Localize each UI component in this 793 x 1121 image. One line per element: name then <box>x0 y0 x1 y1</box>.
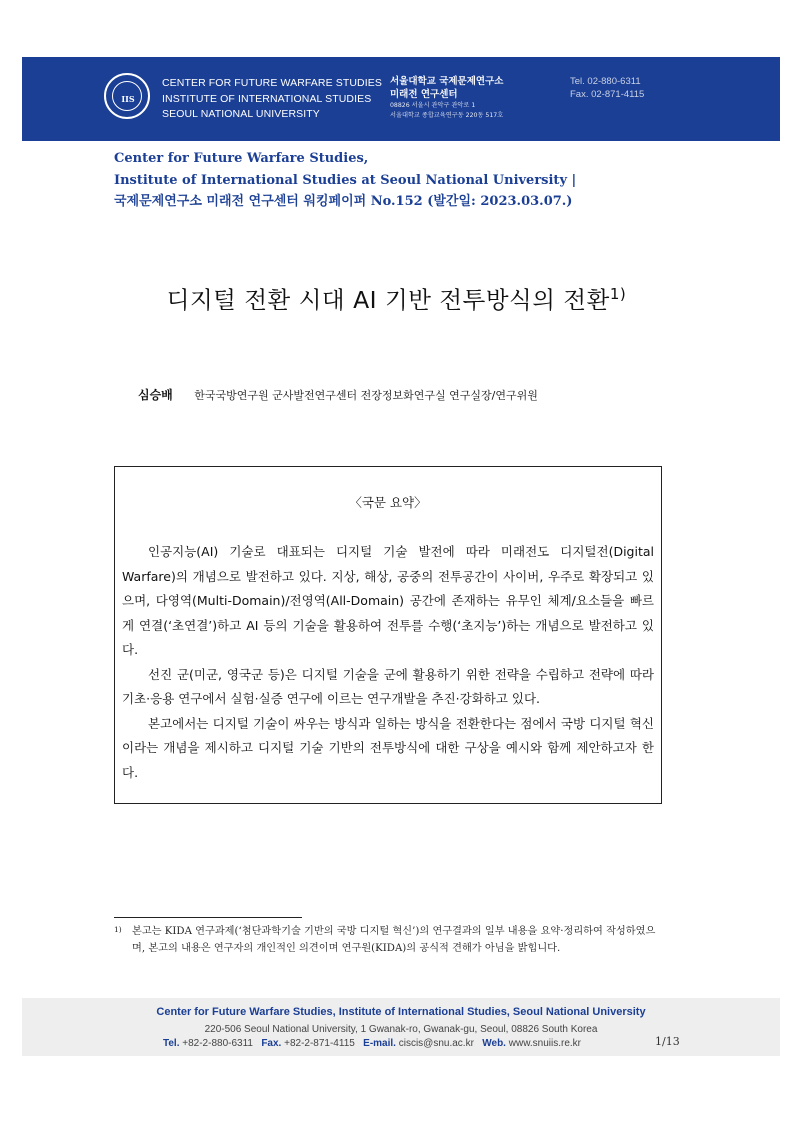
header-center-name: CENTER FOR FUTURE WARFARE STUDIES <box>162 77 382 89</box>
footer-tel-label: Tel. <box>163 1038 180 1049</box>
korean-abstract-box <box>114 466 662 804</box>
footnote-divider <box>114 917 302 918</box>
working-paper-subhead <box>114 148 576 213</box>
university-seal-icon <box>104 73 150 119</box>
subhead-line-2: Institute of International Studies at Seoul National University | <box>114 172 577 188</box>
header-ko-address-2: 서울대학교 종합교육연구동 220동 517호 <box>390 111 504 119</box>
document-title <box>0 281 793 315</box>
footnote-text: 본고는 KIDA 연구과제(‘첨단과학기술 기반의 국방 디지털 혁신’)의 연구결과의 일부 내용을 요약·정리하여 작성하였으며, 본고의 내용은 연구자의 개인적인 의견이며 연구원(KIDA)의 공식적 견해가 아님을 밝힙니다. <box>132 926 656 954</box>
abstract-body <box>122 540 654 785</box>
footer-web-link[interactable]: www.snuiis.re.kr <box>508 1038 581 1049</box>
author-name: 심승배 <box>138 388 173 402</box>
title-footnote-mark[interactable]: 1) <box>609 285 627 304</box>
seal-text: IIS <box>121 94 135 104</box>
header-ko-institute: 서울대학교 국제문제연구소 <box>390 76 504 87</box>
title-text: 디지털 전환 시대 AI 기반 전투방식의 전환 <box>166 286 610 314</box>
header-ko-address-1: 08826 서울시 관악구 관악로 1 <box>390 102 476 109</box>
header-tel: Tel. 02-880-6311 <box>570 76 641 87</box>
header-contact <box>570 76 644 101</box>
subhead-line-1: Center for Future Warfare Studies, <box>114 151 369 166</box>
header-english-names <box>162 76 382 123</box>
footer-email-label: E-mail. <box>363 1038 396 1049</box>
header-university-name: SEOUL NATIONAL UNIVERSITY <box>162 108 320 120</box>
footnote-number: 1) <box>114 925 122 934</box>
abstract-paragraph: 선진 군(미군, 영국군 등)은 디지털 기술을 군에 활용하기 위한 전략을 수립하고 전략에 따라 기초·응용 연구에서 실험·실증 연구에 이르는 연구개발을 추진·강화하고 있다. <box>122 666 654 706</box>
page-number: 1/13 <box>655 1035 680 1048</box>
abstract-title: 〈국문 요약〉 <box>349 495 427 510</box>
footnote <box>114 924 662 957</box>
footer-fax: +82-2-871-4115 <box>284 1038 355 1049</box>
footer-organization: Center for Future Warfare Studies, Institute of International Studies, Seoul National University <box>156 1006 646 1018</box>
footer-email-link[interactable]: ciscis@snu.ac.kr <box>398 1038 474 1049</box>
header-institute-name: INSTITUTE OF INTERNATIONAL STUDIES <box>162 92 372 105</box>
abstract-paragraph: 인공지능(AI) 기술로 대표되는 디지털 기술 발전에 따라 미래전도 디지털전(Digital Warfare)의 개념으로 발전하고 있다. 지상, 해상, 공중의 전투공간이 사이버, 우주로 확장되고 있으며, 다영역(Multi-Domain)/전영역(All-Domain) 공간에 존재하는 유무인 체계/요소들을 빠르게 연결(‘초연결’)하고 AI 등의 기술을 활용하여 전투를 수행(‘초지능’)하는 개념으로 발전하고 있다. <box>122 544 654 657</box>
header-korean-names <box>390 76 503 120</box>
seal-inner-ring <box>112 81 142 111</box>
author-line <box>138 386 538 403</box>
header-fax: Fax. 02-871-4115 <box>570 88 645 100</box>
footer-contact <box>22 1038 722 1049</box>
footer-web-label: Web. <box>482 1038 506 1049</box>
abstract-paragraph: 본고에서는 디지털 기술이 싸우는 방식과 일하는 방식을 전환한다는 점에서 국방 디지털 혁신이라는 개념을 제시하고 디지털 기술 기반의 전투방식에 대한 구상을 예시와 함께 제안하고자 한다. <box>122 715 654 780</box>
subhead-line-3: 국제문제연구소 미래전 연구센터 워킹페이퍼 No.152 (발간일: 2023.03.07.) <box>114 194 573 209</box>
footer-address: 220-506 Seoul National University, 1 Gwanak-ro, Gwanak-gu, Seoul, 08826 South Korea <box>204 1024 598 1035</box>
author-affiliation: 한국국방연구원 군사발전연구센터 전장정보화연구실 연구실장/연구위원 <box>194 389 538 402</box>
page-footer <box>22 998 780 1056</box>
footer-tel: +82-2-880-6311 <box>182 1038 253 1049</box>
page-header-banner <box>22 57 780 141</box>
header-ko-center: 미래전 연구센터 <box>390 88 458 100</box>
footer-fax-label: Fax. <box>261 1038 282 1049</box>
